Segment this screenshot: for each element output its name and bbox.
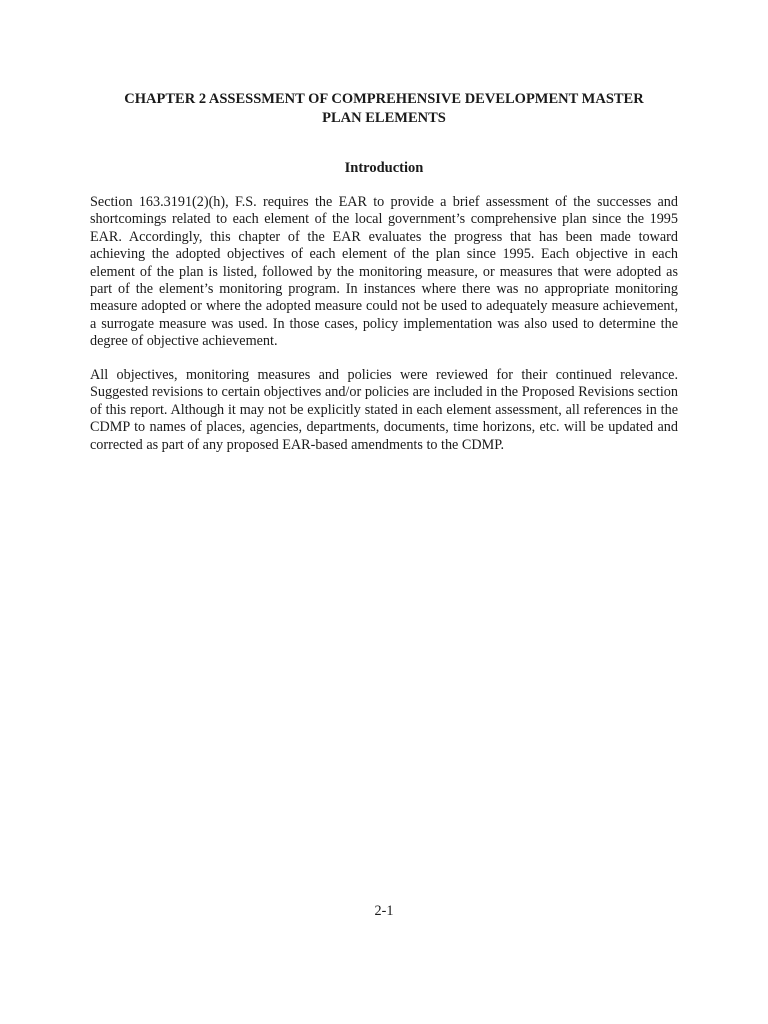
paragraph-revisions-note: All objectives, monitoring measures and policies were reviewed for their continued relevance. Suggested revisions to certain objectives and/or policies are included in the Proposed Revisions section of this report. Although it may not be explicitly stated in each element assessment, all references in the CDMP to names of places, agencies, departments, documents, time horizons, etc. will be updated and corrected as part of any proposed EAR-based amendments to the CDMP. bbox=[90, 367, 678, 453]
page-number: 2-1 bbox=[374, 903, 394, 919]
chapter-title: CHAPTER 2 ASSESSMENT OF COMPREHENSIVE DEVELOPMENT MASTER PLAN ELEMENTS bbox=[124, 91, 644, 126]
section-heading-introduction: Introduction bbox=[344, 160, 424, 176]
paragraph-assessment-overview: Section 163.3191(2)(h), F.S. requires the EAR to provide a brief assessment of the successes and shortcomings related to each element of the local government’s comprehensive plan since the 1995 EAR. Accordingly, this chapter of the EAR evaluates the progress that has been made toward achieving the adopted objectives of each element of the plan since 1995. Each objective in each element of the plan is listed, followed by the monitoring measure, or measures that were adopted as part of the element’s monitoring program. In instances where there was no appropriate monitoring measure adopted or where the adopted measure could not be used to adequately measure achievement, a surrogate measure was used. In those cases, policy implementation was also used to determine the degree of objective achievement. bbox=[90, 194, 678, 350]
